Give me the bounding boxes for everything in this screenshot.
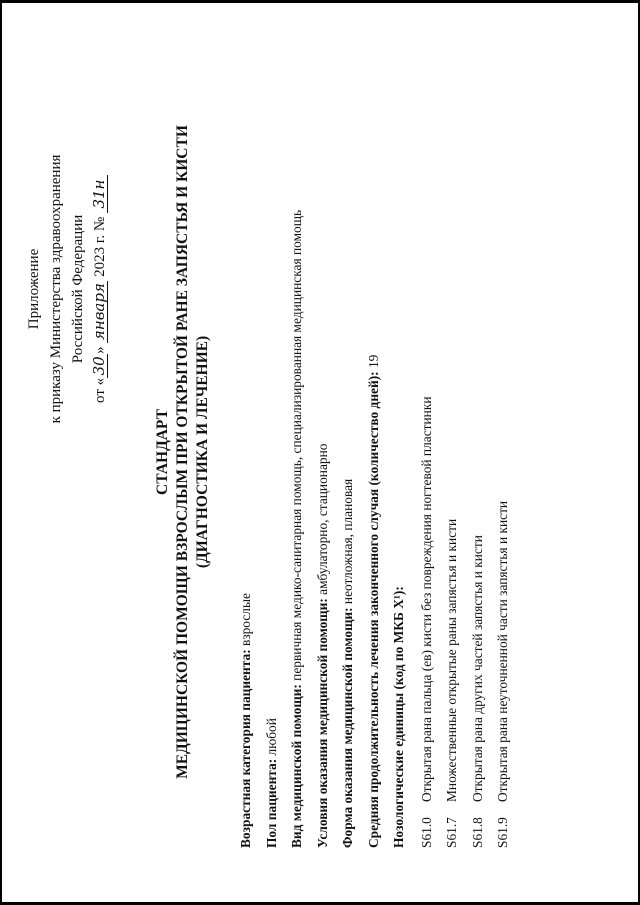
patient-sex-label: Пол пациента:	[263, 758, 279, 848]
scan-edge-left	[0, 0, 2, 905]
icd-description: Открытая рана других частей запястья и кисти	[469, 535, 485, 802]
age-category-row	[233, 28, 259, 848]
list-item	[414, 28, 440, 848]
list-item	[439, 28, 465, 848]
date-mid: »	[92, 342, 108, 354]
list-item	[465, 28, 491, 848]
order-line: к приказу Министерства здравоохранения	[48, 154, 64, 424]
care-form-value: неотложная, плановая	[340, 478, 355, 608]
handwritten-order-number: 31н	[91, 175, 108, 213]
treatment-duration-value: 19	[365, 354, 381, 372]
age-category-label: Возрастная категория пациента:	[238, 649, 253, 848]
icd-code: S61.7	[444, 817, 459, 848]
care-conditions-value: амбулаторно, стационарно	[314, 443, 330, 599]
order-date-line	[89, 124, 111, 454]
treatment-duration-label: Средняя продолжительность лечения законченного случая (количество дней):	[365, 371, 381, 848]
patient-sex-row	[259, 28, 285, 848]
care-type-label: Вид медицинской помощи:	[289, 684, 304, 848]
date-prefix: от «	[92, 377, 108, 403]
title-subtitle: (ДИАГНОСТИКА И ЛЕЧЕНИЕ)	[194, 335, 211, 569]
care-conditions-row	[310, 28, 336, 848]
list-item	[490, 28, 516, 848]
nosology-row	[386, 28, 412, 848]
age-category-value: взрослые	[238, 593, 253, 650]
date-year: 2023 г. №	[92, 213, 108, 281]
standard-fields	[233, 28, 516, 848]
icd-code: S61.8	[469, 817, 485, 848]
care-form-label: Форма оказания медицинской помощи:	[340, 607, 355, 848]
appendix-header	[23, 124, 111, 454]
icd-code: S61.9	[495, 817, 510, 848]
icd-description: Открытая рана неуточненной части запястья и кисти	[495, 500, 510, 802]
icd-code: S61.0	[418, 817, 434, 848]
appendix-label: Приложение	[26, 248, 42, 330]
scan-edge-top	[0, 0, 640, 3]
care-form-row	[335, 28, 361, 848]
title-standard: СТАНДАРТ	[154, 409, 171, 495]
rotated-page	[15, 12, 625, 892]
icd-description: Множественные открытые раны запястья и кисти	[444, 518, 459, 802]
title-main: МЕДИЦИНСКОЙ ПОМОЩИ ВЗРОСЛЫМ ПРИ ОТКРЫТОЙ РАНЕ ЗАПЯСТЬЯ И КИСТИ	[174, 125, 191, 779]
nosology-label: Нозологические единицы (код по МКБ X¹):	[391, 586, 406, 848]
patient-sex-value: любой	[263, 718, 279, 759]
document-title	[153, 122, 213, 782]
handwritten-month: января	[91, 281, 108, 343]
treatment-duration-row	[361, 28, 387, 848]
care-type-row	[284, 28, 310, 848]
ministry-country: Российской Федерации	[70, 214, 86, 364]
handwritten-day: 30	[91, 354, 108, 378]
care-type-value: первичная медико-санитарная помощь, специализированная медицинская помощь	[289, 209, 304, 685]
icd-description: Открытая рана пальца (ев) кисти без повреждения ногтевой пластинки	[418, 396, 434, 802]
icd-code-list	[414, 28, 516, 848]
care-conditions-label: Условия оказания медицинской помощи:	[314, 598, 330, 848]
